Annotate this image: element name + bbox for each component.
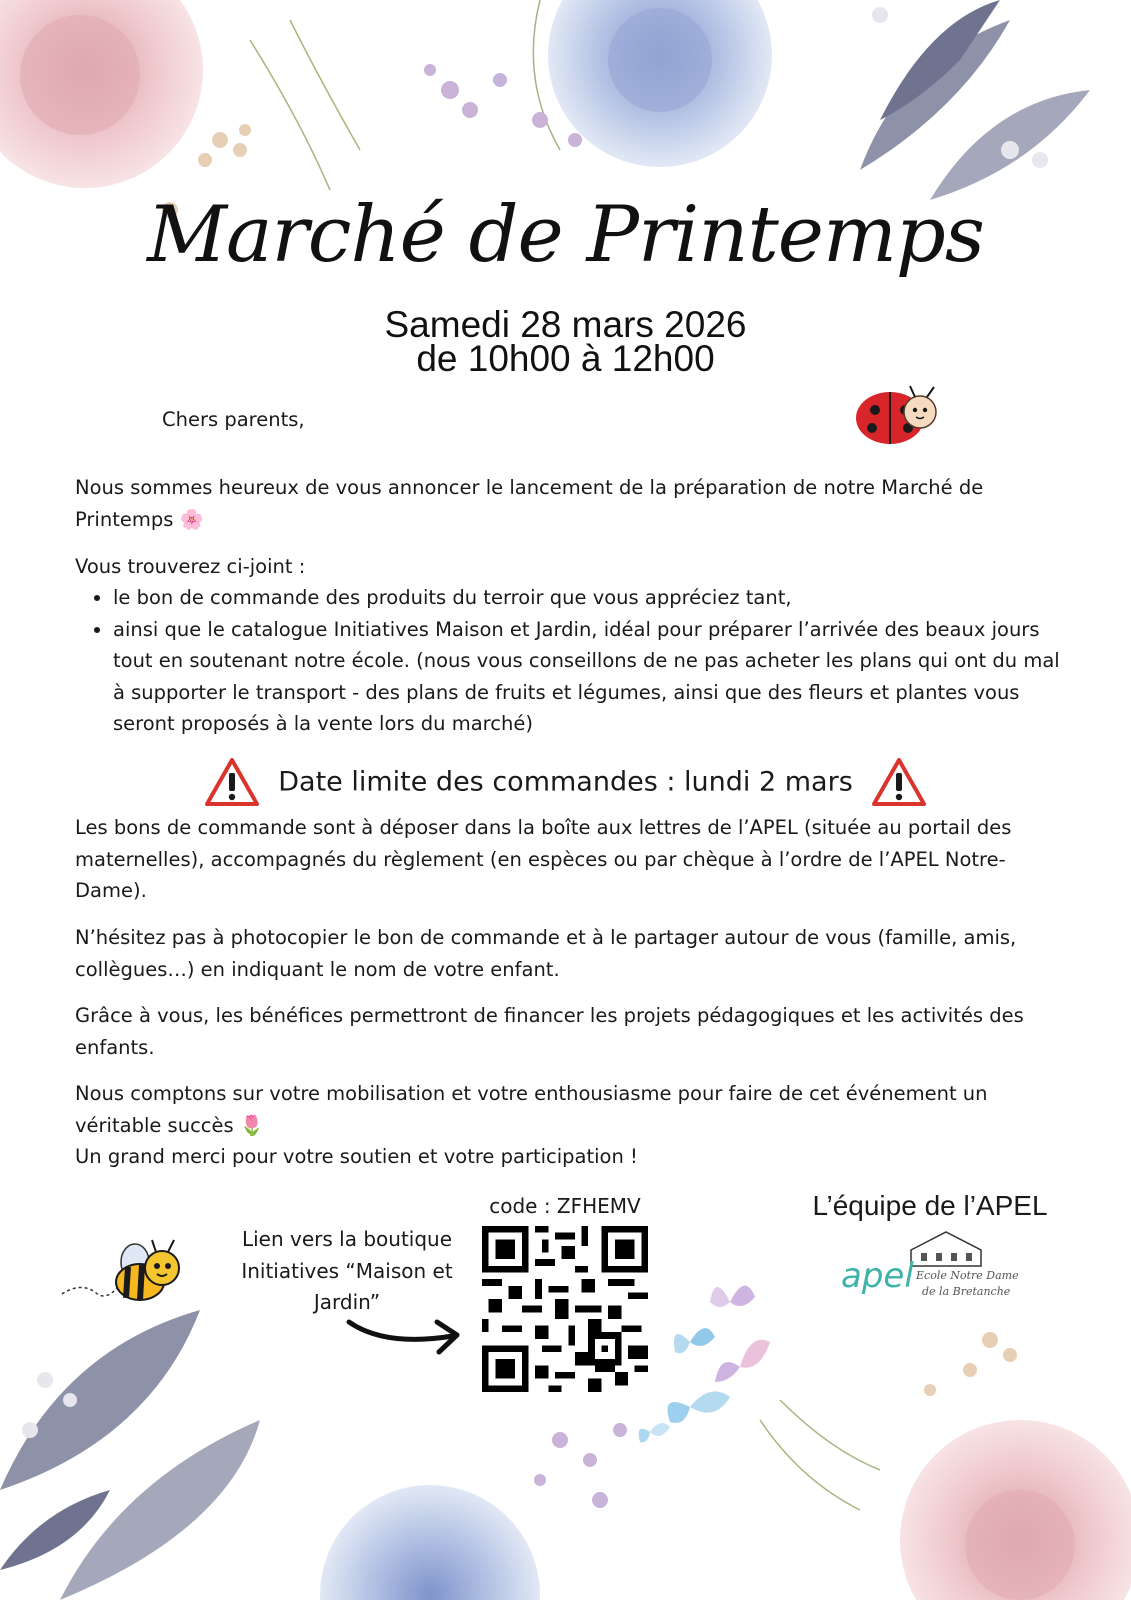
warning-icon xyxy=(204,756,260,808)
qr-code-label: code : ZFHEMV xyxy=(489,1194,641,1218)
page-title: Marché de Printemps xyxy=(147,190,984,280)
greeting: Chers parents, xyxy=(162,408,305,431)
event-time: de 10h00 à 12h00 xyxy=(416,338,715,379)
share-paragraph: N’hésitez pas à photocopier le bon de commande et à le partager autour de vous (famille, amis, collègues…) en indiquant le nom de votre enfant. xyxy=(75,926,1017,981)
benefits-paragraph: Grâce à vous, les bénéfices permettront de financer les projets pédagogiques et les activités des enfants. xyxy=(75,1004,1024,1059)
list-item: le bon de commande des produits du terroir que vous appréciez tant, xyxy=(75,582,1065,614)
apel-logo xyxy=(836,1228,1046,1308)
list-item: ainsi que le catalogue Initiatives Maison et Jardin, idéal pour préparer l’arrivée des beaux jours tout en soutenant notre école. (nous vous conseillons de ne pas acheter les plans qui ont du mal à supporter le transport - des plans de fruits et légumes, ainsi que des fleurs et plantes vous seront proposés à la vente lors du marché) xyxy=(75,614,1065,740)
closing-paragraph: Nous comptons sur votre mobilisation et votre enthousiasme pour faire de cet événement un véritable succès 🌷 xyxy=(75,1082,988,1137)
logo-school-name xyxy=(916,1268,1019,1300)
logo-school-line: de la Bretanche xyxy=(922,1285,1011,1298)
thanks-line: Un grand merci pour votre soutien et votre participation ! xyxy=(75,1145,638,1168)
logo-school-line: Ecole Notre Dame xyxy=(916,1269,1019,1282)
drop-off-paragraph: Les bons de commande sont à déposer dans la boîte aux lettres de l’APEL (située au portail des maternelles), accompagnés du règlement (en espèces ou par chèque à l’ordre de l’APEL Notre-Dame). xyxy=(75,816,1012,902)
school-building-icon xyxy=(906,1228,986,1268)
logo-word: apel xyxy=(841,1256,914,1296)
shop-link-text[interactable]: Lien vers la boutique Initiatives “Maison et Jardin” xyxy=(241,1227,453,1314)
signature: L’équipe de l’APEL xyxy=(812,1190,1048,1221)
intro-paragraph: Nous sommes heureux de vous annoncer le lancement de la préparation de notre Marché de Printemps 🌸 xyxy=(75,476,984,531)
deadline-notice xyxy=(0,756,1131,808)
bee-icon xyxy=(60,1232,185,1312)
enclosed-label: Vous trouverez ci-joint : xyxy=(75,555,306,578)
qr-code-icon[interactable] xyxy=(482,1226,648,1392)
arrow-icon xyxy=(345,1312,465,1362)
butterfly-icon xyxy=(630,1272,790,1472)
warning-icon xyxy=(871,756,927,808)
deadline-text: Date limite des commandes : lundi 2 mars xyxy=(278,766,853,798)
enclosed-list xyxy=(75,582,1065,740)
event-date: Samedi 28 mars 2026 xyxy=(384,304,747,345)
